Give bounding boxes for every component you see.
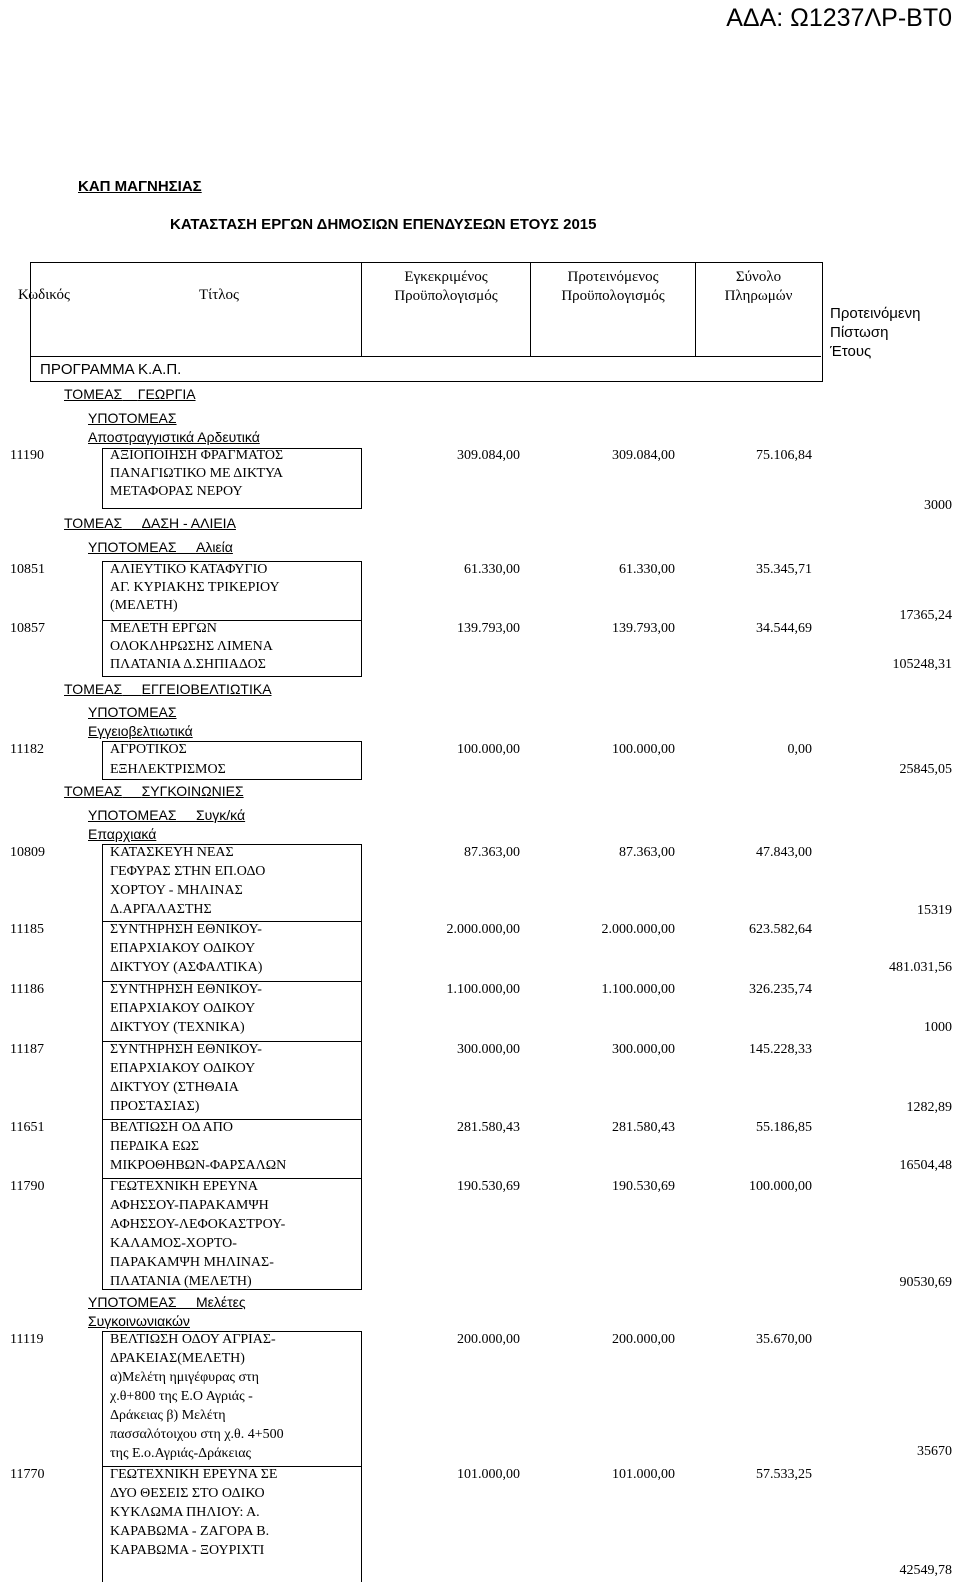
title-column-border-left xyxy=(102,448,103,508)
sector-land-improvement: ΤΟΜΕΑΣ ΕΓΓΕΙΟΒΕΛΤΙΩΤΙΚΑ xyxy=(64,681,272,697)
title-box-top xyxy=(102,1331,362,1332)
title-box-divider xyxy=(102,981,362,982)
title-box-bottom xyxy=(102,676,362,677)
title-box-top xyxy=(102,561,362,562)
title-column-border-right xyxy=(361,741,362,779)
header-bottom-line xyxy=(30,356,821,357)
title-column-border-right xyxy=(361,844,362,1289)
title-box-top xyxy=(102,741,362,742)
title-column-border-left xyxy=(102,741,103,779)
title-box-bottom xyxy=(102,508,362,509)
sector-georgia: ΤΟΜΕΑΣ ΓΕΩΡΓΙΑ xyxy=(64,386,196,402)
title-box-divider xyxy=(102,1041,362,1042)
title-column-border-left xyxy=(102,561,103,676)
header-credit: Προτεινόμενη Πίστωση Έτους xyxy=(830,305,921,360)
subsector-transport-regional: ΥΠΟΤΟΜΕΑΣ Συγκ/κά xyxy=(88,807,246,823)
subsector-label: ΥΠΟΤΟΜΕΑΣ xyxy=(88,410,177,426)
sector-transport: ΤΟΜΕΑΣ ΣΥΓΚΟΙΝΩΝΙΕΣ xyxy=(64,783,244,799)
program-label: ΠΡΟΓΡΑΜΜΑ Κ.Α.Π. xyxy=(40,361,182,378)
title-box-divider xyxy=(102,1178,362,1179)
subsector-land-improvement: Εγγειοβελτιωτικά xyxy=(88,723,193,739)
title-box-bottom xyxy=(102,779,362,780)
document-title: ΚΑΤΑΣΤΑΣΗ ΕΡΓΩΝ ΔΗΜΟΣΙΩΝ ΕΠΕΝΔΥΣΕΩΝ ΕΤΟΥΣ 2015 xyxy=(170,216,597,233)
title-box-divider xyxy=(102,921,362,922)
subsector-label: ΥΠΟΤΟΜΕΑΣ xyxy=(88,704,177,720)
subsector-regional: Επαρχιακά xyxy=(88,826,157,842)
header-payments: Σύνολο Πληρωμών xyxy=(724,269,793,304)
title-box-divider xyxy=(102,620,362,621)
title-column-border-right xyxy=(361,1331,362,1582)
header-proposed: Προτεινόμενος Προϋπολογισμός xyxy=(561,269,665,304)
subsector-drainage: Αποστραγγιστικά Αρδευτικά xyxy=(88,429,260,445)
title-box-top xyxy=(102,448,362,449)
header-code: Κωδικός xyxy=(18,287,70,303)
title-box-divider xyxy=(102,1466,362,1467)
subsector-transport-studies: ΥΠΟΤΟΜΕΑΣ Μελέτες xyxy=(88,1294,246,1310)
title-column-border-right xyxy=(361,561,362,676)
title-box-top xyxy=(102,844,362,845)
ada-watermark: ΑΔΑ: Ω1237ΛΡ-ΒΤ0 xyxy=(726,4,952,32)
header-approved: Εγκεκριμένος Προϋπολογισμός xyxy=(394,269,498,304)
header-title: Τίτλος xyxy=(199,287,239,303)
subsector-fisheries: ΥΠΟΤΟΜΕΑΣ Αλιεία xyxy=(88,539,233,555)
title-column-border-left xyxy=(102,844,103,1289)
title-box-divider xyxy=(102,1119,362,1120)
title-column-border-left xyxy=(102,1331,103,1582)
organization-name: ΚΑΠ ΜΑΓΝΗΣΙΑΣ xyxy=(78,178,202,195)
sector-forests-fisheries: ΤΟΜΕΑΣ ΔΑΣΗ - ΑΛΙΕΙΑ xyxy=(64,515,236,531)
title-column-border-right xyxy=(361,448,362,508)
subsector-studies: Συγκοινωνιακών xyxy=(88,1313,190,1329)
title-box-bottom xyxy=(102,1289,362,1290)
